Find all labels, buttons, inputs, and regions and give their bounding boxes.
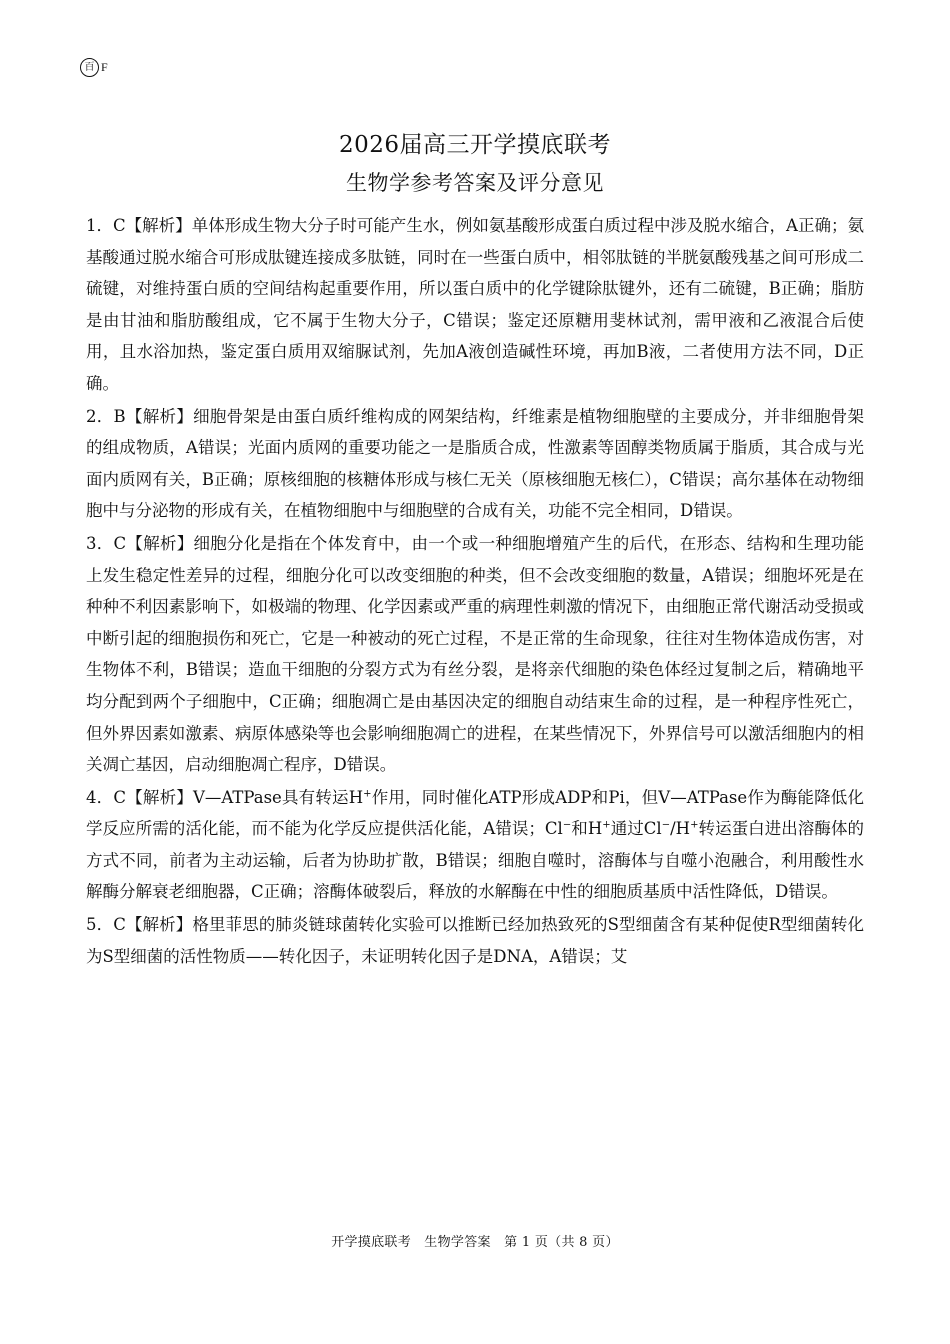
answer-4-text-1: 4．C【解析】V—ATPase具有转运H xyxy=(86,787,364,807)
superscript-plus: + xyxy=(602,819,611,831)
corner-mark-letter: F xyxy=(101,60,108,74)
page-subtitle: 生物学参考答案及评分意见 xyxy=(346,171,604,195)
answer-4-text-3: 和H xyxy=(571,819,603,839)
answer-item-3: 3．C【解析】细胞分化是指在个体发育中，由一个或一种细胞增殖产生的后代，在形态、结构和生理功能上发生稳定性差异的过程，细胞分化可以改变细胞的种类，但不会改变细胞的数量，A错误；细胞坏死是在种种不利因素影响下，如极端的物理、化学因素或严重的病理性刺激的情况下，由细胞正常代谢活动受损或中断引起的细胞损伤和死亡，它是一种被动的死亡过程，不是正常的生命现象，往往对生物体造成伤害，对生物体不利，B错误；造血干细胞的分裂方式为有丝分裂，是将亲代细胞的染色体经过复制之后，精确地平均分配到两个子细胞中，C正确；细胞凋亡是由基因决定的细胞自动结束生命的过程，是一种程序性死亡，但外界因素如激素、病原体感染等也会影响细胞凋亡的进程，在某些情况下，外界信号可以激活细胞内的相关凋亡基因，启动细胞凋亡程序，D错误。 xyxy=(86,533,864,775)
answer-4-text-5: /H xyxy=(670,819,691,839)
answer-4-text-6: 转运蛋白进出溶酶体的方式不同，前者为主动运输，后者为协助扩散，B错误；细胞自噬时，溶酶体与自噬小泡融合，利用酸性水解酶分解衰老细胞器，C正确；溶酶体破裂后，释放的水解酶在中性的细胞质基质中活性降低，D错误。 xyxy=(86,819,865,902)
answer-list xyxy=(86,210,864,972)
page-title: 2026届高三开学摸底联考 xyxy=(338,132,612,158)
superscript-minus: − xyxy=(562,819,572,831)
circled-char-stamp: 百 xyxy=(80,58,99,77)
answer-item-1: 1．C【解析】单体形成生物大分子时可能产生水，例如氨基酸形成蛋白质过程中涉及脱水缩合，A正确；氨基酸通过脱水缩合可形成肽键连接成多肽链，同时在一些蛋白质中，相邻肽链的半胱氨酸残基之间可形成二硫键，对维持蛋白质的空间结构起重要作用，所以蛋白质中的化学键除肽键外，还有二硫键，B正确；脂肪是由甘油和脂肪酸组成，它不属于生物大分子，C错误；鉴定还原糖用斐林试剂，需甲液和乙液混合后使用，且水浴加热，鉴定蛋白质用双缩脲试剂，先加A液创造碱性环境，再加B液，二者使用方法不同，D正确。 xyxy=(86,216,864,393)
page-footer: 开学摸底联考 生物学答案 第 1 页（共 8 页） xyxy=(331,1235,619,1250)
answer-4-text-2: 作用，同时催化ATP形成ADP和Pi，但V—ATPase作为酶能降低化学反应所需的活化能，而不能为化学反应提供活化能，A错误；Cl xyxy=(86,787,864,839)
answer-item-5: 5．C【解析】格里菲思的肺炎链球菌转化实验可以推断已经加热致死的S型细菌含有某种促使R型细菌转化为S型细菌的活性物质——转化因子，未证明转化因子是DNA，A错误；艾 xyxy=(86,915,864,966)
answer-item-4 xyxy=(86,782,864,908)
superscript-minus: − xyxy=(661,819,671,831)
superscript-plus: + xyxy=(363,788,372,800)
corner-mark xyxy=(80,58,108,77)
answer-4-text-4: 通过Cl xyxy=(610,819,662,839)
answer-item-2: 2．B【解析】细胞骨架是由蛋白质纤维构成的网架结构，纤维素是植物细胞壁的主要成分，并非细胞骨架的组成物质，A错误；光面内质网的重要功能之一是脂质合成，性激素等固醇类物质属于脂质，其合成与光面内质网有关，B正确；原核细胞的核糖体形成与核仁无关（原核细胞无核仁），C错误；高尔基体在动物细胞中与分泌物的形成有关，在植物细胞中与细胞壁的合成有关，功能不完全相同，D错误。 xyxy=(86,406,864,521)
superscript-plus: + xyxy=(690,819,699,831)
